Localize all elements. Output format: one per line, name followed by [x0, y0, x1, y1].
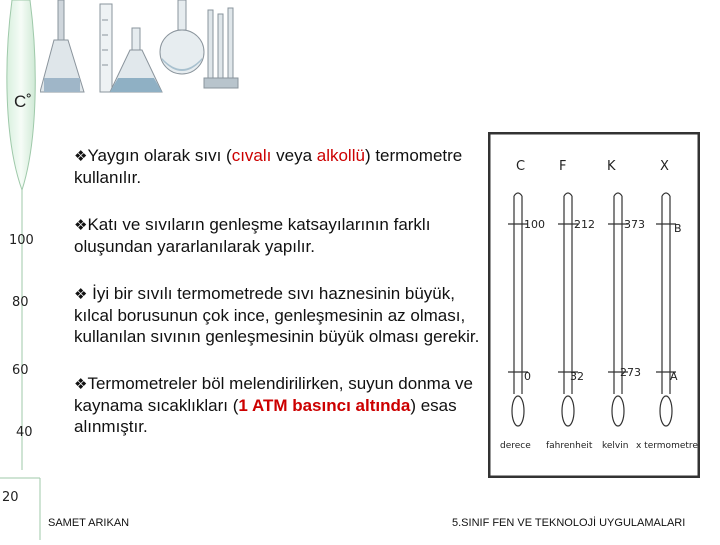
celsius-unit-label: C˚: [14, 92, 32, 111]
diamond-bullet-icon: ❖: [74, 375, 88, 393]
freezing-value-x: A: [670, 370, 678, 383]
bullet-item-2: ❖Katı ve sıvıların genleşme katsayılarının farklı oluşundan yararlanılarak yapılır.: [74, 215, 431, 256]
tick-label-40: 40: [16, 425, 33, 440]
freezing-value-k: 273: [620, 366, 641, 379]
lab-glassware-image: [40, 0, 240, 100]
diamond-bullet-icon: ❖: [74, 285, 88, 303]
tick-label-80: 80: [12, 295, 29, 310]
scale-name-x: x termometre: [636, 441, 698, 451]
diamond-bullet-icon: ❖: [74, 147, 88, 165]
scale-name-kelvin: kelvin: [602, 441, 629, 451]
bullet-item-1: ❖Yaygın olarak sıvı (cıvalı veya alkollü) termometre kullanılır.: [74, 146, 463, 187]
freezing-value-f: 32: [570, 370, 584, 383]
scale-header-x: X: [660, 159, 669, 174]
tick-label-20: 20: [2, 490, 19, 505]
bullet-list: [74, 145, 494, 459]
scale-header-f: F: [559, 159, 567, 174]
bullet-item-4: ❖Termometreler böl melendirilirken, suyun donma ve kaynama sıcaklıkları (1 ATM basıncı altında) esas alınmıştır.: [74, 374, 473, 436]
boiling-value-k: 373: [624, 218, 645, 231]
freezing-value-c: 0: [524, 370, 531, 383]
scale-header-c: C: [516, 159, 526, 174]
scale-name-celsius: derece: [500, 441, 531, 451]
footer-course-title: 5.SINIF FEN VE TEKNOLOJİ UYGULAMALARI: [452, 517, 686, 529]
scale-name-fahrenheit: fahrenheit: [546, 441, 593, 451]
footer-author: SAMET ARIKAN: [48, 517, 130, 529]
diamond-bullet-icon: ❖: [74, 216, 88, 234]
boiling-value-f: 212: [574, 218, 595, 231]
tick-label-60: 60: [12, 363, 29, 378]
scale-header-k: K: [607, 159, 616, 174]
boiling-value-c: 100: [524, 218, 545, 231]
boiling-value-x: B: [674, 222, 682, 235]
tick-label-100: 100: [9, 233, 34, 248]
bullet-item-3: ❖ İyi bir sıvılı termometrede sıvı haznesinin büyük, kılcal borusunun çok ince, genleşmesinin az olması, kullanılan sıvının genleşmesinin büyük olması gerekir.: [74, 284, 480, 346]
thermometer-comparison-figure: [488, 132, 700, 478]
